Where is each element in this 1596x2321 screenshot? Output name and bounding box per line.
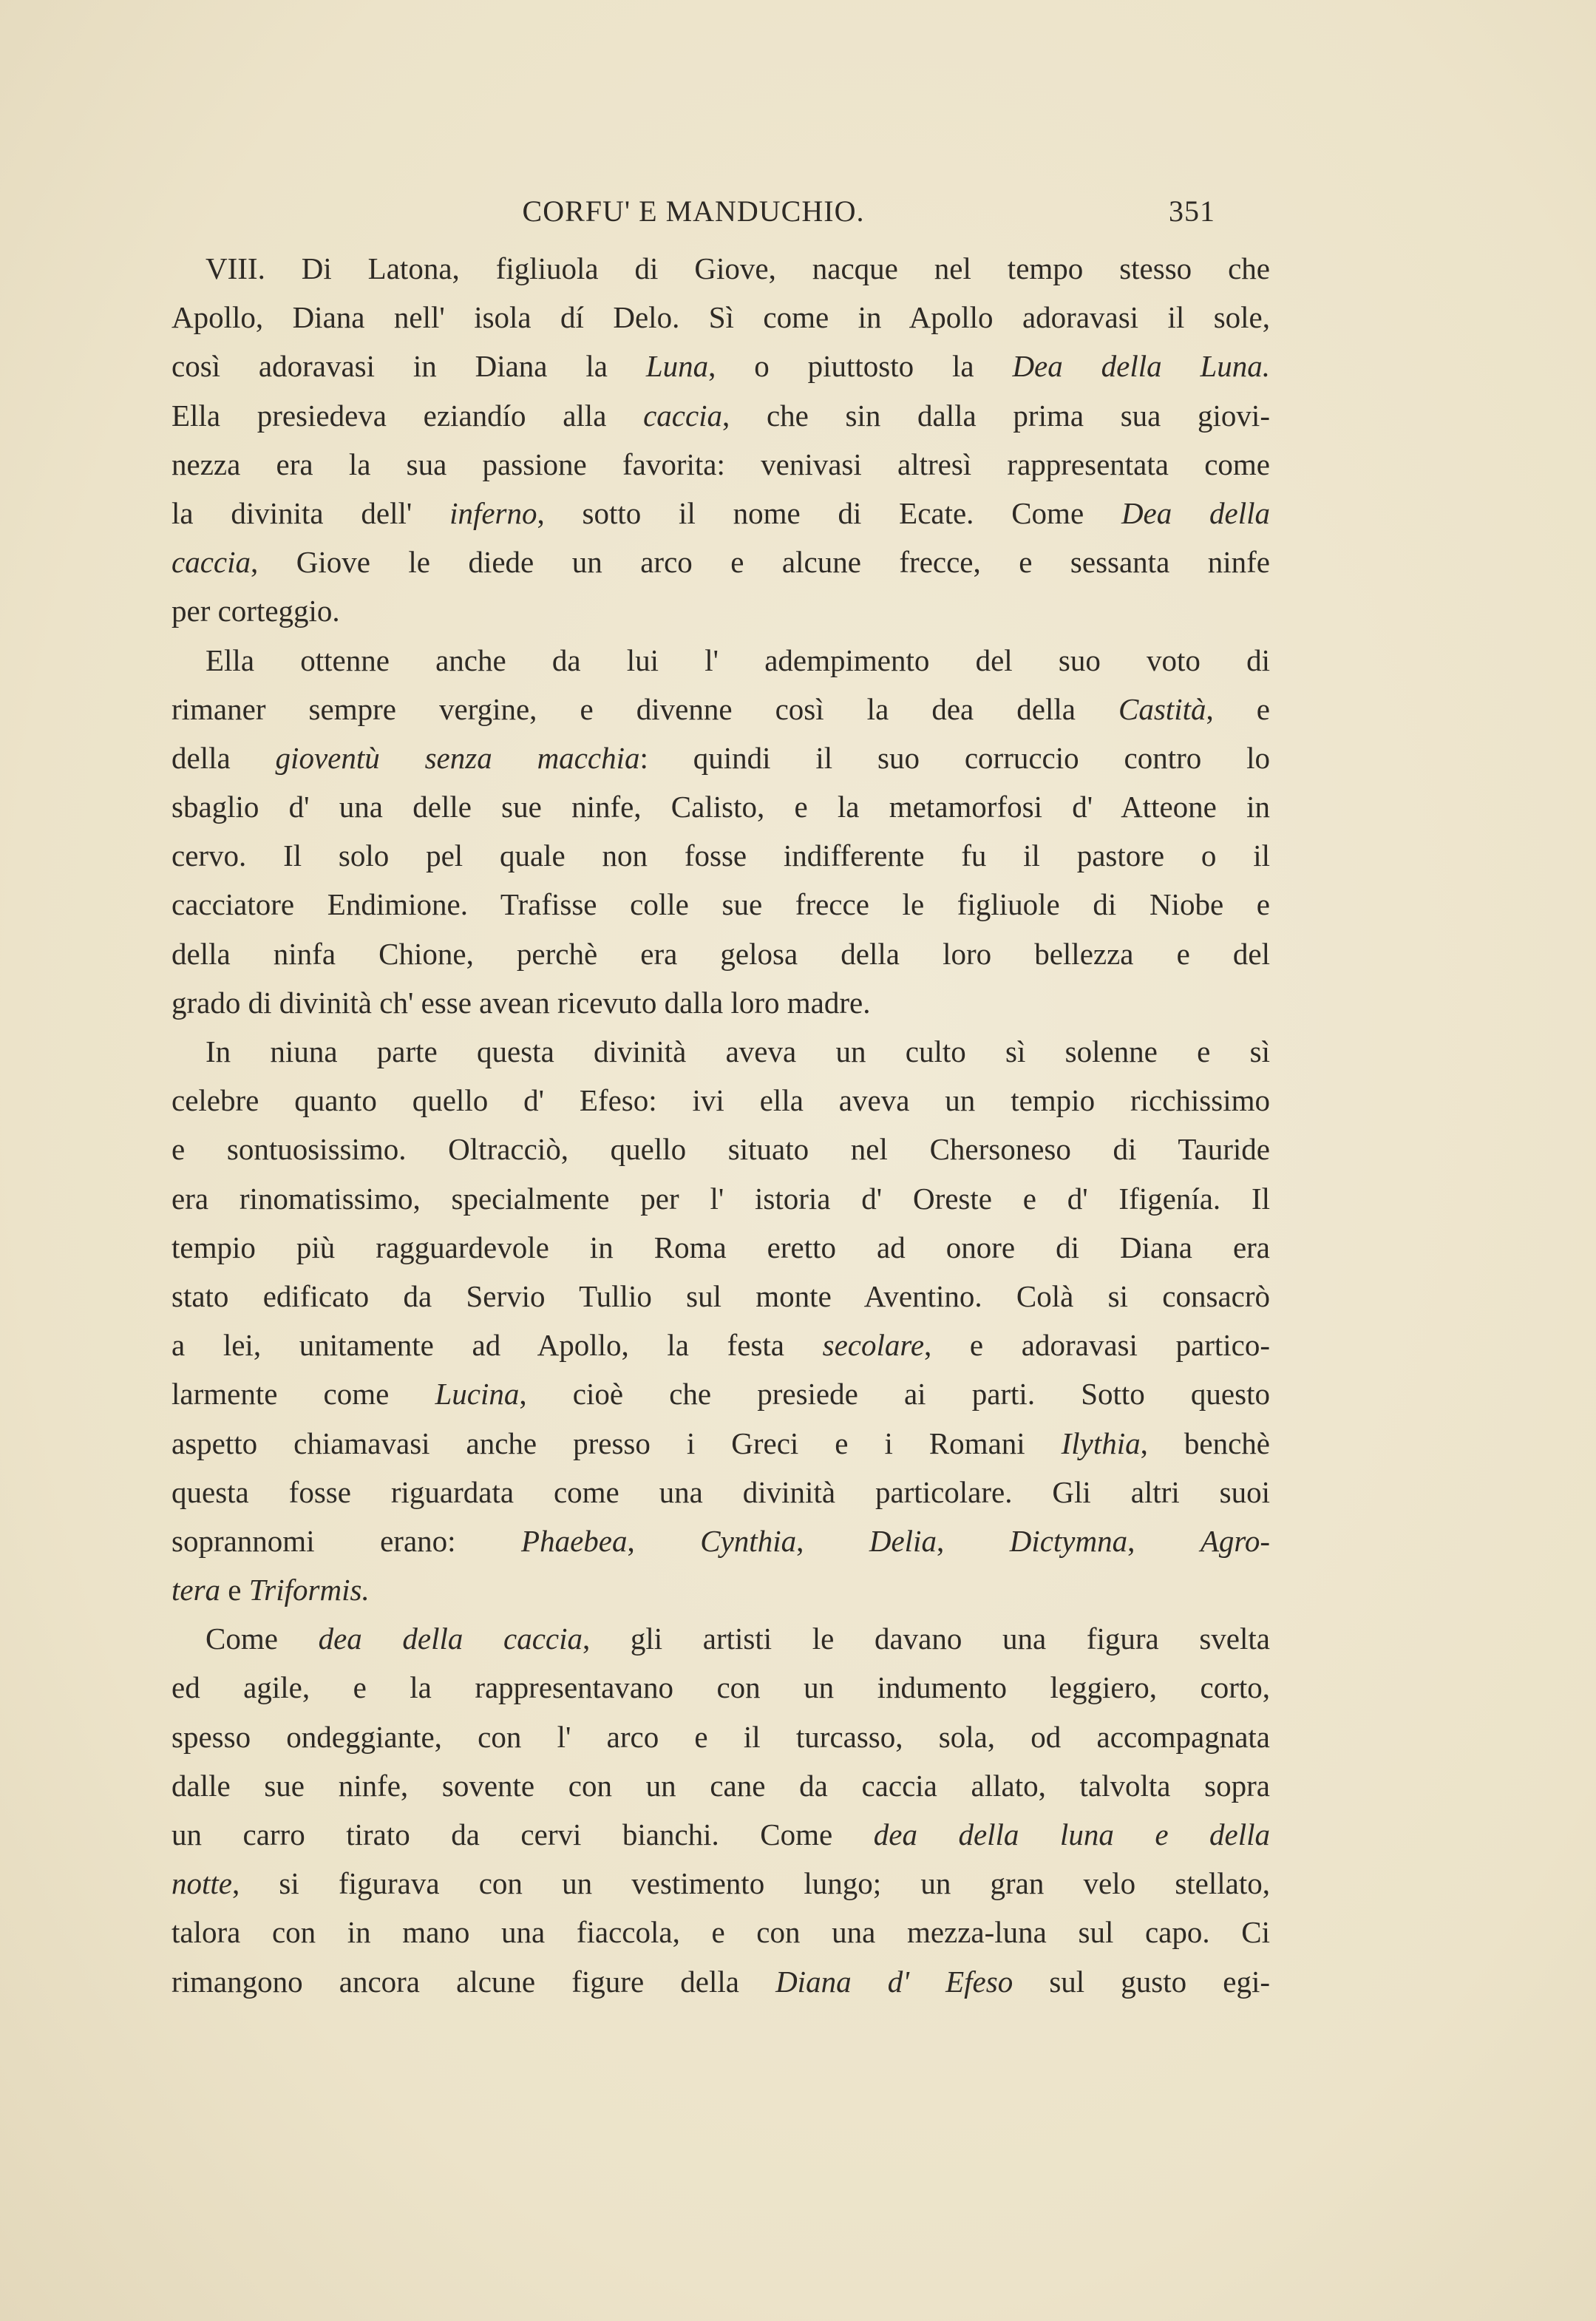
- text-run: , cioè che presiede ai parti. Sotto questo: [519, 1377, 1270, 1412]
- text-run: , si figurava con un vestimento lungo; un gran velo stellato,: [231, 1866, 1270, 1901]
- italic-text: Diana d' Efeso: [775, 1964, 1013, 1999]
- text-run: aspetto chiamavasi anche presso i Greci e i Romani: [172, 1426, 1062, 1460]
- text-line: [172, 782, 1270, 831]
- text-run: , sotto il nome di Ecate. Come: [537, 495, 1121, 530]
- text-line: [172, 1321, 1270, 1369]
- text-run: e: [220, 1573, 249, 1607]
- text-run: Come: [206, 1622, 319, 1656]
- text-run: In niuna parte questa divinità aveva un culto sì solenne e sì: [206, 1034, 1270, 1068]
- text-run: soprannomi erano:: [172, 1523, 522, 1558]
- italic-text: Agro-: [1200, 1523, 1271, 1558]
- italic-text: caccia: [172, 545, 251, 580]
- text-run: ,: [627, 1523, 701, 1558]
- text-line: [172, 831, 1270, 880]
- italic-text: Dea della Luna.: [1012, 349, 1271, 384]
- italic-text: secolare: [822, 1328, 925, 1363]
- italic-text: Lucina: [435, 1377, 520, 1412]
- italic-text: Phaebea: [521, 1523, 628, 1558]
- text-line: [172, 1223, 1270, 1272]
- italic-text: dea della caccia: [318, 1622, 583, 1656]
- text-line: [172, 929, 1270, 978]
- text-run: VIII. Di Latona, figliuola di Giove, nacque nel tempo stesso che: [206, 251, 1270, 285]
- text-line: [172, 880, 1270, 929]
- text-run: , e adoravasi partico-: [924, 1328, 1270, 1363]
- text-run: e sontuosissimo. Oltracciò, quello situato nel Chersoneso di Tauride: [172, 1132, 1270, 1167]
- text-run: : quindi il suo corruccio contro lo: [639, 740, 1270, 775]
- text-line: [172, 244, 1270, 293]
- text-run: grado di divinità ch' esse avean ricevuto dalla loro madre.: [172, 985, 871, 1020]
- text-run: Apollo, Diana nell' isola dí Delo. Sì come in Apollo adoravasi il sole,: [172, 300, 1270, 335]
- text-line: [172, 1369, 1270, 1418]
- text-line: [172, 1565, 1270, 1614]
- text-run: tempio più ragguardevole in Roma eretto ad onore di Diana era: [172, 1230, 1270, 1264]
- text-line: [172, 636, 1270, 685]
- text-line: [172, 1614, 1270, 1663]
- text-run: spesso ondeggiante, con l' arco e il turcasso, sola, od accompagnata: [172, 1719, 1270, 1754]
- text-run: ed agile, e la rappresentavano con un indumento leggiero, corto,: [172, 1670, 1270, 1705]
- text-line: [172, 1272, 1270, 1321]
- text-line: [172, 1810, 1270, 1859]
- text-line: [172, 1517, 1270, 1565]
- text-line: [172, 1712, 1270, 1761]
- text-run: , o piuttosto la: [708, 349, 1013, 384]
- italic-text: Cynthia: [700, 1523, 797, 1558]
- text-run: cervo. Il solo pel quale non fosse indifferente fu il pastore o il: [172, 838, 1270, 873]
- text-run: Ella presiedeva eziandío alla: [172, 398, 644, 433]
- text-run: , che sin dalla prima sua giovi-: [722, 398, 1270, 433]
- text-line: [172, 586, 1270, 635]
- body-text: [172, 244, 1270, 2006]
- text-run: Ella ottenne anche da lui l' adempimento del suo voto di: [206, 643, 1270, 677]
- text-line: [172, 1125, 1270, 1173]
- text-line: [172, 1419, 1270, 1468]
- text-line: [172, 293, 1270, 342]
- text-line: [172, 1468, 1270, 1517]
- italic-text: Castità: [1118, 691, 1206, 726]
- text-run: sul gusto egi-: [1013, 1964, 1271, 1999]
- text-run: , Giove le diede un arco e alcune frecce, e sessanta ninfe: [250, 545, 1270, 580]
- text-run: per corteggio.: [172, 594, 340, 628]
- text-line: [172, 1663, 1270, 1712]
- running-title: CORFU' E MANDUCHIO.: [522, 194, 865, 228]
- text-run: della: [172, 740, 276, 775]
- text-line: [172, 1859, 1270, 1908]
- text-run: rimaner sempre vergine, e divenne così la dea della: [172, 691, 1118, 726]
- text-run: , benchè: [1140, 1426, 1271, 1460]
- text-run: così adoravasi in Diana la: [172, 349, 646, 384]
- text-run: larmente come: [172, 1377, 435, 1412]
- text-line: [172, 1761, 1270, 1810]
- italic-text: tera: [172, 1573, 221, 1607]
- text-run: nezza era la sua passione favorita: venivasi altresì rappresentata come: [172, 447, 1270, 481]
- italic-text: Dictymna: [1009, 1523, 1128, 1558]
- text-line: [172, 685, 1270, 733]
- text-run: , gli artisti le davano una figura svelta: [582, 1622, 1270, 1656]
- text-run: dalle sue ninfe, sovente con un cane da caccia allato, talvolta sopra: [172, 1768, 1270, 1803]
- text-line: [172, 1174, 1270, 1223]
- text-run: talora con in mano una fiaccola, e con una mezza-luna sul capo. Ci: [172, 1915, 1270, 1950]
- italic-text: Luna: [645, 349, 709, 384]
- text-run: , e: [1206, 691, 1270, 726]
- italic-text: dea della luna e della: [873, 1817, 1271, 1851]
- text-line: [172, 1957, 1270, 2006]
- text-run: della ninfa Chione, perchè era gelosa della loro bellezza e del: [172, 936, 1270, 971]
- italic-text: notte: [172, 1866, 232, 1901]
- text-run: stato edificato da Servio Tullio sul monte Aventino. Colà si consacrò: [172, 1278, 1270, 1313]
- text-line: [172, 440, 1270, 489]
- text-line: [172, 733, 1270, 782]
- text-run: rimangono ancora alcune figure della: [172, 1964, 776, 1999]
- text-run: un carro tirato da cervi bianchi. Come: [172, 1817, 874, 1851]
- italic-text: gioventù senza macchia: [275, 740, 640, 775]
- text-line: [172, 1027, 1270, 1076]
- italic-text: inferno: [449, 495, 537, 530]
- text-line: [172, 1908, 1270, 1956]
- text-run: ,: [1127, 1523, 1201, 1558]
- text-run: a lei, unitamente ad Apollo, la festa: [172, 1328, 823, 1363]
- text-line: [172, 538, 1270, 586]
- text-line: [172, 978, 1270, 1027]
- text-run: la divinita dell': [172, 495, 450, 530]
- text-line: [172, 342, 1270, 390]
- page-header: [172, 194, 1215, 238]
- italic-text: Delia: [869, 1523, 937, 1558]
- text-line: [172, 1076, 1270, 1125]
- italic-text: Triformis.: [248, 1573, 370, 1607]
- text-line: [172, 391, 1270, 440]
- page-number: 351: [1169, 194, 1215, 228]
- italic-text: Dea della: [1121, 495, 1271, 530]
- text-run: questa fosse riguardata come una divinità particolare. Gli altri suoi: [172, 1474, 1270, 1509]
- text-run: ,: [936, 1523, 1010, 1558]
- text-run: cacciatore Endimione. Trafisse colle sue frecce le figliuole di Niobe e: [172, 887, 1270, 922]
- italic-text: Ilythia: [1061, 1426, 1141, 1460]
- italic-text: caccia: [643, 398, 723, 433]
- text-line: [172, 489, 1270, 538]
- text-run: ,: [796, 1523, 869, 1558]
- text-run: celebre quanto quello d' Efeso: ivi ella aveva un tempio ricchissimo: [172, 1083, 1270, 1118]
- text-run: sbaglio d' una delle sue ninfe, Calisto, e la metamorfosi d' Atteone in: [172, 790, 1270, 824]
- text-run: era rinomatissimo, specialmente per l' istoria d' Oreste e d' Ifigenía. Il: [172, 1181, 1270, 1216]
